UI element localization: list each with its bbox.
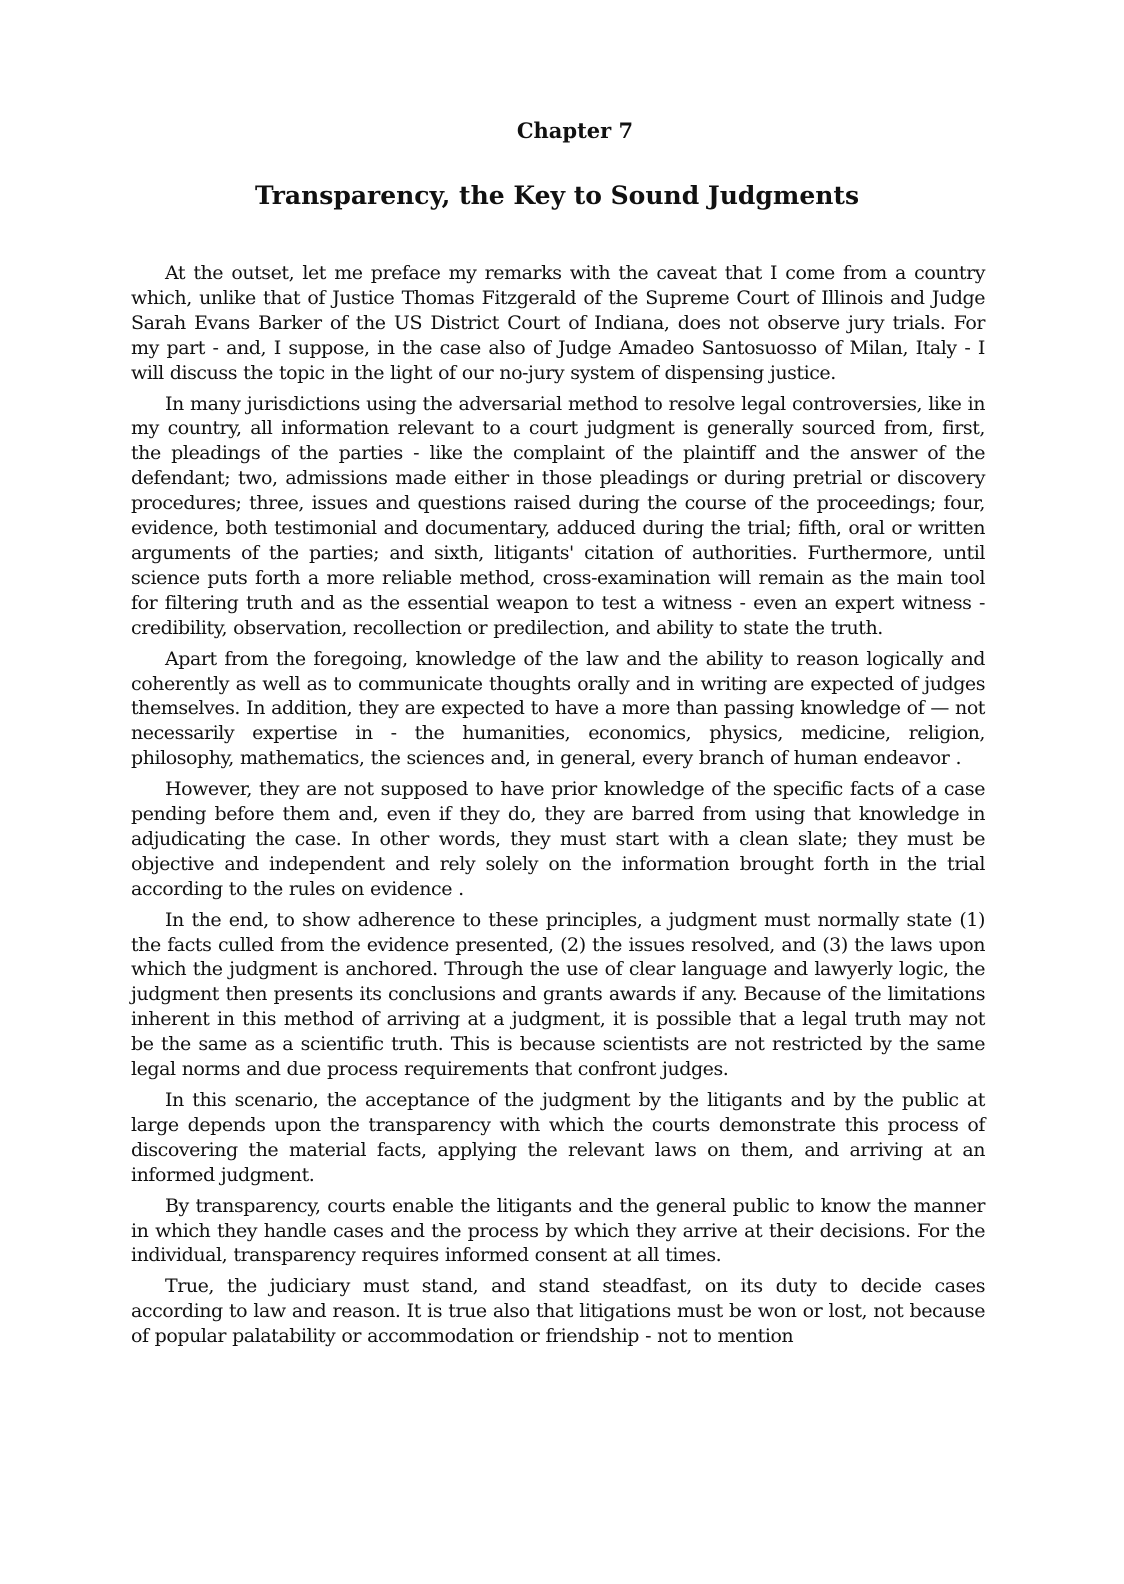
paragraph: However, they are not supposed to have prior knowledge of the specific facts of a case pending before them and, even if they do, they are barred from using that knowledge in adjudicating the case. In other words, they must start with a clean slate; they must be objective and independent and rely solely on the information brought forth in the trial according to the rules on evidence . xyxy=(131,778,985,900)
paragraph: In the end, to show adherence to these principles, a judgment must normally state (1) the facts culled from the evidence presented, (2) the issues resolved, and (3) the laws upon which the judgment is anchored. Through the use of clear language and lawyerly logic, the judgment then presents its conclusions and grants awards if any. Because of the limitations inherent in this method of arriving at a judgment, it is possible that a legal truth may not be the same as a scientific truth. This is because scientists are not restricted by the same legal norms and due process requirements that confront judges. xyxy=(131,908,985,1081)
paragraph: True, the judiciary must stand, and stand steadfast, on its duty to decide cases according to law and reason. It is true also that litigations must be won or lost, not because of popular palatability or accommodation or friendship - not to mention xyxy=(131,1275,985,1348)
chapter-label: Chapter 7 xyxy=(516,118,634,143)
paragraph: In many jurisdictions using the adversarial method to resolve legal controversies, like in my country, all information relevant to a court judgment is generally sourced from, first, the pleadings of the parties - like the complaint of the plaintiff and the answer of the defendant; two, admissions made either in those pleadings or during pretrial or discovery procedures; three, issues and questions raised during the course of the proceedings; four, evidence, both testimonial and documentary, adduced during the trial; fifth, oral or written arguments of the parties; and sixth, litigants' citation of authorities. Furthermore, until science puts forth a more reliable method, cross-examination will remain as the main tool for filtering truth and as the essential weapon to test a witness - even an expert witness - credibility, observation, recollection or predilection, and ability to state the truth. xyxy=(131,392,985,639)
paragraph: At the outset, let me preface my remarks with the caveat that I come from a country which, unlike that of Justice Thomas Fitzgerald of the Supreme Court of Illinois and Judge Sarah Evans Barker of the US District Court of Indiana, does not observe jury trials. For my part - and, I suppose, in the case also of Judge Amadeo Santosuosso of Milan, Italy - I will discuss the topic in the light of our no-jury system of dispensing justice. xyxy=(131,262,985,384)
chapter-title: Transparency, the Key to Sound Judgments xyxy=(254,181,860,210)
chapter-body xyxy=(131,261,985,1355)
paragraph: By transparency, courts enable the litigants and the general public to know the manner in which they handle cases and the process by which they arrive at their decisions. For the individual, transparency requires informed consent at all times. xyxy=(131,1194,985,1267)
paragraph: Apart from the foregoing, knowledge of the law and the ability to reason logically and coherently as well as to communicate thoughts orally and in writing are expected of judges themselves. In addition, they are expected to have a more than passing knowledge of — not necessarily expertise in - the humanities, economics, physics, medicine, religion, philosophy, mathematics, the sciences and, in general, every branch of human endeavor . xyxy=(131,647,985,770)
paragraph: In this scenario, the acceptance of the judgment by the litigants and by the public at large depends upon the transparency with which the courts demonstrate this process of discovering the material facts, applying the relevant laws on them, and arriving at an informed judgment. xyxy=(131,1089,985,1186)
